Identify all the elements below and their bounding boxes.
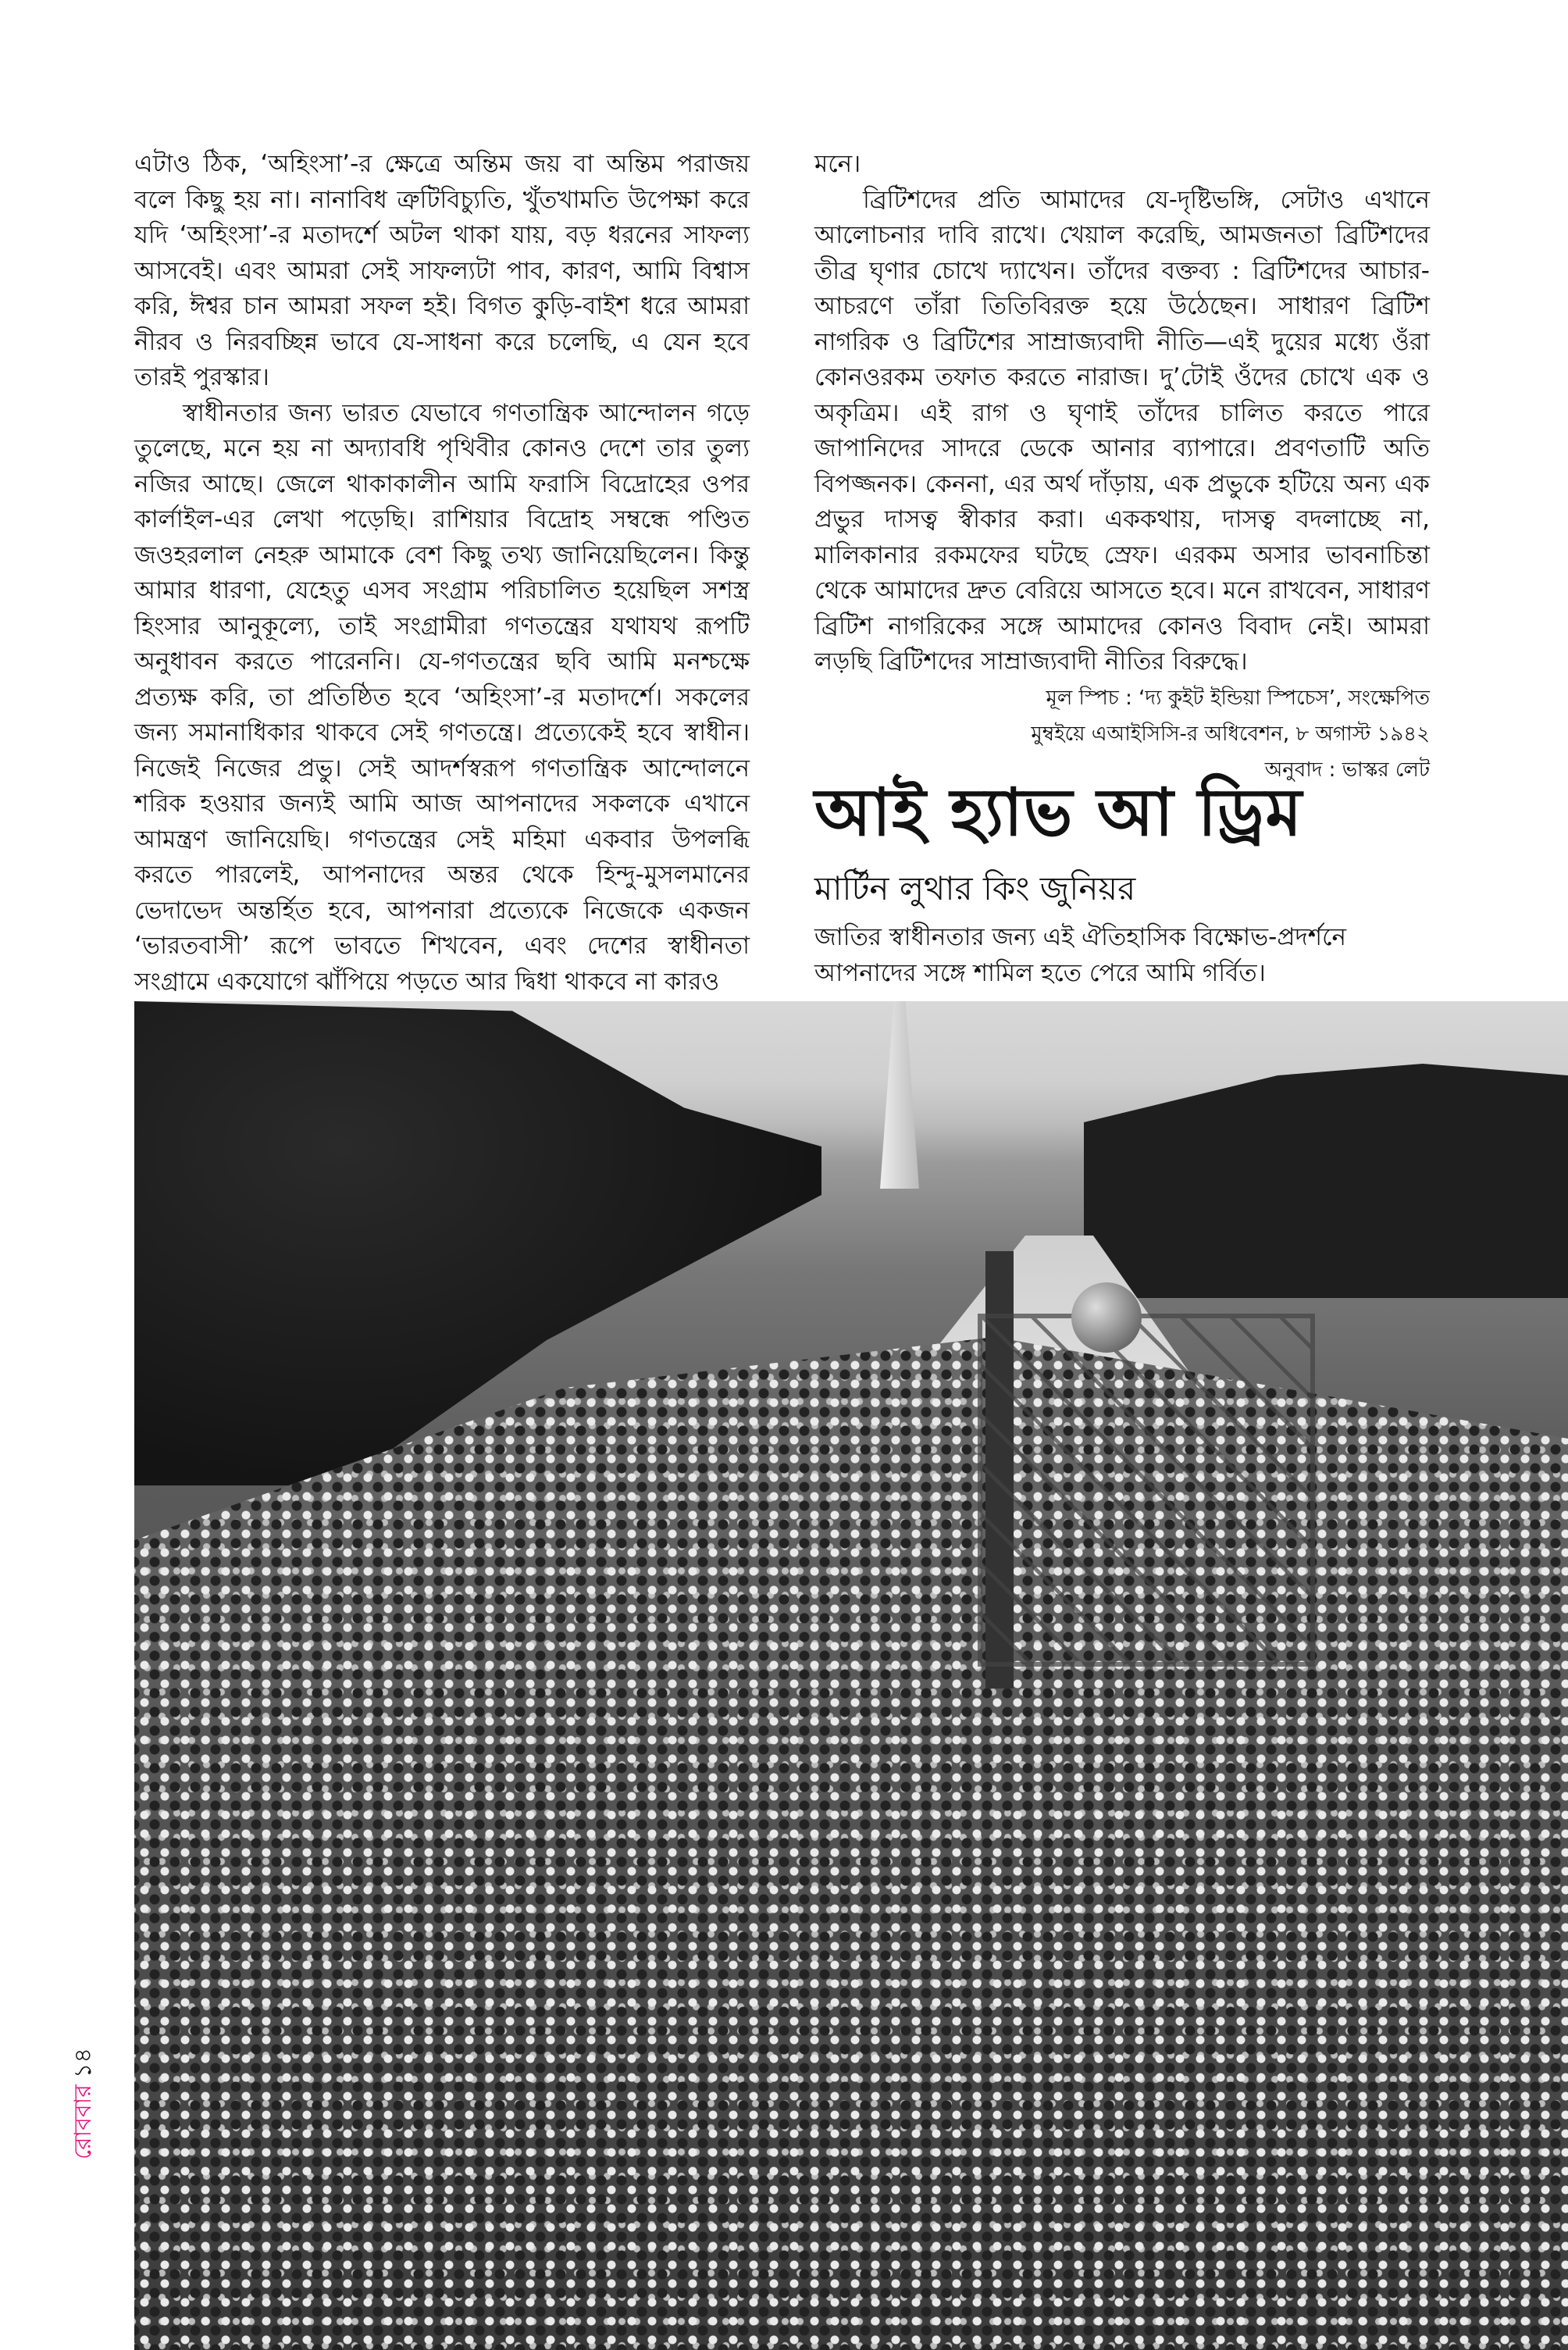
trees — [1084, 1064, 1568, 1298]
crowd — [134, 1337, 1568, 2350]
scaffold — [978, 1314, 1315, 1667]
page-footer — [64, 2048, 104, 2159]
article-title: আই হ্যাভ আ ড্রিম — [814, 774, 1303, 850]
paragraph: মনে। — [814, 150, 861, 178]
left-column — [134, 147, 750, 1000]
paragraph: ব্রিটিশদের প্রতি আমাদের যে-দৃষ্টিভঙ্গি, সেটাও এখানে আলোচনার দাবি রাখে। খেয়াল করেছি, আমজনতা ব্রিটিশদের তীব্র ঘৃণার চোখে দ্যাখেন। তাঁদের বক্তব্য : ব্রিটিশদের আচার-আচরণে তাঁরা তিতিবিরক্ত হয়ে উঠেছেন। সাধারণ ব্রিটিশ নাগরিক ও ব্রিটিশের সাম্রাজ্যবাদী নীতি—এই দুয়ের মধ্যে ওঁরা কোনওরকম তফাত করতে নারাজ। দু’টোই ওঁদের চোখে এক ও অকৃত্রিম। এই রাগ ও ঘৃণাই তাঁদের চালিত করতে পারে জাপানিদের সাদরে ডেকে আনার ব্যাপারে। প্রবণতাটি অতি বিপজ্জনক। কেননা, এর অর্থ দাঁড়ায়, এক প্রভুকে হটিয়ে অন্য এক প্রভুর দাসত্ব স্বীকার করা। এককথায়, দাসত্ব বদলাচ্ছে না, মালিকানার রকমফের ঘটছে স্রেফ। এরকম অসার ভাবনাচিন্তা থেকে আমাদের দ্রুত বেরিয়ে আসতে হবে। মনে রাখবেন, সাধারণ ব্রিটিশ নাগরিকের সঙ্গে আমাদের কোনও বিবাদ নেই। আমরা লড়ছি ব্রিটিশদের সাম্রাজ্যবাদী নীতির বিরুদ্ধে। — [814, 185, 1430, 676]
washington-monument — [880, 1001, 919, 1189]
paragraph: এটাও ঠিক, ‘অহিংসা’-র ক্ষেত্রে অন্তিম জয় বা অন্তিম পরাজয় বলে কিছু হয় না। নানাবিধ ত্রুটিবিচ্যুতি, খুঁতখামতি উপেক্ষা করে যদি ‘অহিংসা’-র মতাদর্শে অটল থাকা যায়, বড় ধরনের সাফল্য আসবেই। এবং আমরা সেই সাফল্যটা পাব, কারণ, আমি বিশ্বাস করি, ঈশ্বর চান আমরা সফল হই। বিগত কুড়ি-বাইশ ধরে আমরা নীরব ও নিরবচ্ছিন্ন ভাবে যে-সাধনা করে চলেছি, এ যেন হবে তারই পুরস্কার। — [134, 150, 750, 391]
article-intro: জাতির স্বাধীনতার জন্য এই ঐতিহাসিক বিক্ষোভ-প্রদর্শনে আপনাদের সঙ্গে শামিল হতে পেরে আমি গর্বিত। — [814, 923, 1347, 987]
source-credit: মূল স্পিচ : ‘দ্য কুইট ইন্ডিয়া স্পিচেস’, সংক্ষেপিত — [1046, 686, 1430, 710]
paragraph: স্বাধীনতার জন্য ভারত যেভাবে গণতান্ত্রিক আন্দোলন গড়ে তুলেছে, মনে হয় না অদ্যাবধি পৃথিবীর কোনও দেশে তার তুল্য নজির আছে। জেলে থাকাকালীন আমি ফরাসি বিদ্রোহের ওপর কার্লাইল-এর লেখা পড়েছি। রাশিয়ার বিদ্রোহ সম্বন্ধে পণ্ডিত জওহরলাল নেহরু আমাকে বেশ কিছু তথ্য জানিয়েছিলেন। কিন্তু আমার ধারণা, যেহেতু এসব সংগ্রাম পরিচালিত হয়েছিল সশস্ত্র হিংসার আনুকূল্যে, তাই সংগ্রামীরা গণতন্ত্রের যথাযথ রূপটি অনুধাবন করতে পারেননি। যে-গণতন্ত্রের ছবি আমি মনশ্চক্ষে প্রত্যক্ষ করি, তা প্রতিষ্ঠিত হবে ‘অহিংসা’-র মতাদর্শে। সকলের জন্য সমানাধিকার থাকবে সেই গণতন্ত্রে। প্রত্যেকেই হবে স্বাধীন। নিজেই নিজের প্রভু। সেই আদর্শস্বরূপ গণতান্ত্রিক আন্দোলনে শরিক হওয়ার জন্যই আমি আজ আপনাদের সকলকে এখানে আমন্ত্রণ জানিয়েছি। গণতন্ত্রের সেই মহিমা একবার উপলব্ধি করতে পারলেই, আপনাদের অন্তর থেকে হিন্দু-মুসলমানের ভেদাভেদ অন্তর্হিত হবে, আপনারা প্রত্যেকে নিজেকে একজন ‘ভারতবাসী’ রূপে ভাবতে শিখবেন, এবং দেশের স্বাধীনতা সংগ্রামে একযোগে ঝাঁপিয়ে পড়তে আর দ্বিধা থাকবে না কারও — [134, 398, 750, 996]
march-on-washington-photo — [134, 1001, 1568, 2350]
right-column — [814, 147, 1430, 788]
magazine-name: রোববার — [69, 2084, 97, 2159]
loudspeaker — [1071, 1282, 1142, 1353]
source-venue-date: মুম্বইয়ে এআইসিসি-র অধিবেশন, ৮ অগাস্ট ১৯৪২ — [1031, 722, 1430, 746]
translator-credit: অনুবাদ : ভাস্কর লেট — [1264, 758, 1430, 782]
page-number: ১৪ — [69, 2048, 97, 2079]
article-author: মার্টিন লুথার কিং জুনিয়র — [814, 869, 1136, 908]
